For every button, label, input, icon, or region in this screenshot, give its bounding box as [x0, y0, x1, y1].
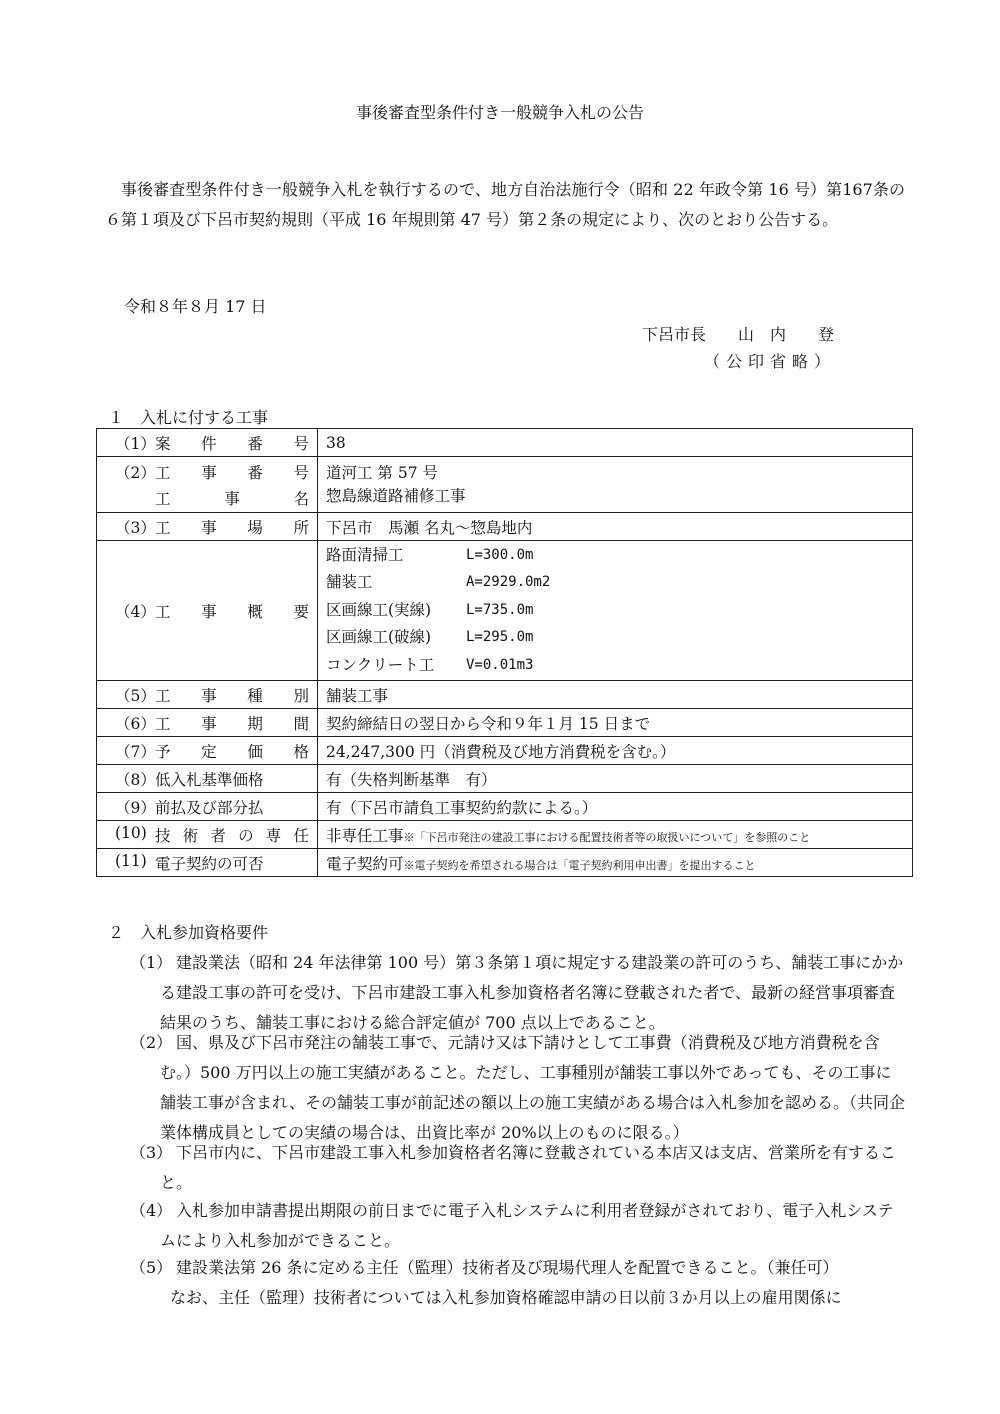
label-line: [115, 796, 309, 818]
value-text: 非専任工事: [326, 826, 404, 845]
table-row: [97, 737, 913, 765]
label-line: [115, 852, 309, 874]
label-char: 場: [247, 518, 263, 537]
row-label: [97, 457, 318, 513]
label-line-2: [115, 487, 309, 509]
row-number: （9）: [115, 798, 156, 817]
value-text: 舗装工事: [326, 686, 389, 705]
row-label-text: [155, 461, 309, 483]
value-note: ※「下呂市発注の建設工事における配置技術者等の取扱いについて」を参照のこと: [403, 830, 811, 844]
summary-quantity: L=295.0m: [466, 629, 534, 646]
row-number: （6）: [115, 714, 156, 733]
requirement-item: [130, 1253, 905, 1313]
summary-item: 区画線工(実線): [326, 600, 432, 619]
row-value: [318, 737, 913, 765]
label-char: 工: [155, 518, 171, 537]
row-number: （4）: [115, 602, 156, 621]
notice-date: 令和８年８月 17 日: [124, 297, 267, 316]
label-char: 技: [155, 826, 171, 845]
requirement-text: 建設業法第 26 条に定める主任（監理）技術者及び現場代理人を配置できること。（兼任可）: [176, 1258, 839, 1277]
label-char: 番: [247, 463, 263, 482]
summary-item: コンクリート工: [326, 655, 435, 674]
row-label: [97, 793, 318, 821]
row-number: （2）: [115, 463, 156, 482]
row-label-text: [155, 712, 309, 734]
row-label-text: [155, 740, 309, 762]
label-char: 別: [293, 686, 309, 705]
summary-quantity: V=0.01m3: [466, 656, 534, 673]
label-char: 術: [182, 826, 199, 845]
row-value: [318, 709, 913, 737]
label-line: [115, 516, 309, 538]
table-row: [97, 793, 913, 821]
requirement-number: （2）: [130, 1033, 173, 1052]
row-number: [135, 487, 155, 509]
row-label: [97, 541, 318, 681]
summary-line: [326, 624, 904, 652]
table-row: [97, 513, 913, 541]
label-line: [115, 768, 309, 790]
table-row: [97, 821, 913, 849]
row-value: [318, 681, 913, 709]
requirement-text: 下呂市内に、下呂市建設工事入札参加資格者名簿に登載されている本店又は支店、営業所を有すること。: [160, 1143, 897, 1192]
row-label-text: 低入札基準価格: [155, 770, 264, 789]
row-label-text: 前払及び部分払: [155, 798, 264, 817]
label-char: 工: [155, 463, 171, 482]
label-char: 者: [210, 826, 226, 845]
requirement-number: （1）: [130, 953, 173, 972]
label-char: 事: [201, 602, 217, 621]
summary-quantity: A=2929.0m2: [466, 574, 551, 591]
row-label: [97, 513, 318, 541]
row-label-text: [155, 600, 309, 622]
requirement-item: [130, 948, 905, 1038]
table-row: [97, 429, 913, 457]
table-row: [97, 457, 913, 513]
label-char: の: [238, 826, 254, 845]
label-char: 予: [155, 742, 171, 761]
summary-quantity: L=735.0m: [466, 601, 534, 618]
row-value: [318, 457, 913, 513]
summary-quantity: L=300.0m: [466, 546, 534, 563]
summary-item: 舗装工: [326, 573, 373, 592]
value-text-2: 惣島線道路補修工事: [326, 486, 466, 505]
row-number: （8）: [115, 770, 156, 789]
row-value: [318, 513, 913, 541]
requirement-item: [130, 1196, 905, 1256]
value-text: 契約締結日の翌日から令和９年１月 15 日まで: [326, 714, 651, 733]
value-text: 電子契約可: [326, 854, 404, 873]
label-char: 価: [247, 742, 263, 761]
requirement-number: （5）: [130, 1258, 173, 1277]
requirement-text: 建設業法（昭和 24 年法律第 100 号）第３条第１項に規定する建設業の許可のうち、舗装工事にかかる建設工事の許可を受け、下呂市建設工事入札参加資格者名簿に登載された者で、最新の経営事項審査結果のうち、舗装工事における総合評定値が 700 点以上であること。: [160, 953, 904, 1032]
label-line: [115, 824, 309, 846]
label-char: 事: [201, 463, 217, 482]
requirement-number: （4）: [130, 1201, 173, 1220]
row-number: （5）: [115, 686, 156, 705]
label-char: 任: [293, 826, 309, 845]
label-char: 工: [155, 686, 171, 705]
row-label: [97, 681, 318, 709]
summary-line: [326, 542, 904, 570]
section-2-heading: ２ 入札参加資格要件: [108, 923, 269, 942]
label-char: 号: [293, 463, 309, 482]
requirement-item: [130, 1138, 905, 1198]
label-char: 事: [201, 686, 217, 705]
label-line: [115, 684, 309, 706]
label-char: 格: [293, 742, 309, 761]
label-char: 事: [224, 489, 240, 508]
requirement-item: [130, 1028, 905, 1148]
label-char: 工: [155, 489, 171, 508]
row-value: [318, 793, 913, 821]
label-char: 専: [265, 826, 282, 845]
label-char: 番: [247, 434, 263, 453]
row-label: [97, 821, 318, 849]
label-char: 定: [201, 742, 217, 761]
row-value: [318, 821, 913, 849]
requirement-number: （3）: [130, 1143, 173, 1162]
row-number: (10): [115, 823, 147, 842]
label-char: 名: [293, 489, 309, 508]
summary-line: [326, 569, 904, 597]
value-text: 38: [326, 433, 346, 452]
table-row: [97, 709, 913, 737]
label-line: [115, 740, 309, 762]
intro-paragraph: 事後審査型条件付き一般競争入札を執行するので、地方自治法施行令（昭和 22 年政令第 16 号）第167条の６第１項及び下呂市契約規則（平成 16 年規則第 47 号）第２条の規定により、次のとおり公告する。: [105, 180, 905, 229]
label-char: 概: [247, 602, 263, 621]
row-value: [318, 429, 913, 457]
summary-line: [326, 597, 904, 625]
label-char: 事: [201, 714, 217, 733]
summary-line: [326, 652, 904, 680]
row-label: [97, 849, 318, 877]
label-char: 所: [293, 518, 309, 537]
row-value: [318, 849, 913, 877]
requirement-text: 入札参加申請書提出期限の前日までに電子入札システムに利用者登録がされており、電子入札システムにより入札参加ができること。: [160, 1201, 894, 1250]
section-1-heading: １ 入札に付する工事: [108, 408, 269, 427]
row-label-text: 電子契約の可否: [155, 854, 264, 873]
row-label-text: [155, 824, 309, 846]
row-value: [318, 765, 913, 793]
row-label: [97, 737, 318, 765]
row-label: [97, 709, 318, 737]
label-char: 要: [293, 602, 309, 621]
value-note: ※電子契約を希望される場合は「電子契約利用申出書」を提出すること: [403, 858, 756, 872]
label-char: 号: [293, 434, 309, 453]
summary-item: 路面清掃工: [326, 545, 404, 564]
requirement-text-continued: なお、主任（監理）技術者については入札参加資格確認申請の日以前３か月以上の雇用関係に: [170, 1288, 842, 1307]
label-char: 案: [155, 434, 171, 453]
summary-item: 区画線工(破線): [326, 628, 432, 647]
label-line: [115, 461, 309, 483]
row-label-text: [155, 432, 309, 454]
label-line: [115, 712, 309, 734]
label-char: 間: [293, 714, 309, 733]
table-row: [97, 765, 913, 793]
row-label-text: [155, 516, 309, 538]
value-text: 下呂市 馬瀬 名丸～惣島地内: [326, 518, 533, 537]
label-char: 期: [247, 714, 263, 733]
label-char: 種: [247, 686, 263, 705]
row-number: (11): [115, 851, 147, 870]
seal-note: （公印省略）: [704, 352, 837, 371]
value-text: 24,247,300 円（消費税及び地方消費税を含む。）: [326, 742, 676, 761]
label-char: 件: [201, 434, 217, 453]
label-char: 事: [201, 518, 217, 537]
works-table: [96, 428, 913, 877]
table-row: [97, 681, 913, 709]
label-char: 工: [155, 602, 171, 621]
row-label: [97, 765, 318, 793]
value-text: 道河工 第 57 号: [326, 463, 439, 482]
row-label: [97, 429, 318, 457]
value-text: 有（下呂市請負工事契約約款による。）: [326, 798, 598, 817]
table-row: [97, 541, 913, 681]
table-row: [97, 849, 913, 877]
page-title: 事後審査型条件付き一般競争入札の公告: [355, 103, 644, 122]
requirement-text: 国、県及び下呂市発注の舗装工事で、元請け又は下請けとして工事費（消費税及び地方消費税を含む。）500 万円以上の施工実績があること。ただし、工事種別が舗装工事以外であっても、その工事に舗装工事が含まれ、その舗装工事が前記述の額以上の施工実績がある場合は入札参加を認める。（共同企業体構成員としての実績の場合は、出資比率が 20%以上のものに限る。）: [160, 1033, 905, 1142]
label-char: 工: [155, 714, 171, 733]
row-label-text: [155, 684, 309, 706]
row-number: （3）: [115, 518, 156, 537]
row-number: （1）: [115, 434, 156, 453]
label-line: [115, 600, 309, 622]
label-line: [115, 432, 309, 454]
value-text: 有（失格判断基準 有）: [326, 770, 497, 789]
mayor-name: 下呂市長 山 内 登: [642, 325, 835, 344]
row-label-text: [155, 487, 309, 509]
row-value: [318, 541, 913, 681]
row-number: （7）: [115, 742, 156, 761]
